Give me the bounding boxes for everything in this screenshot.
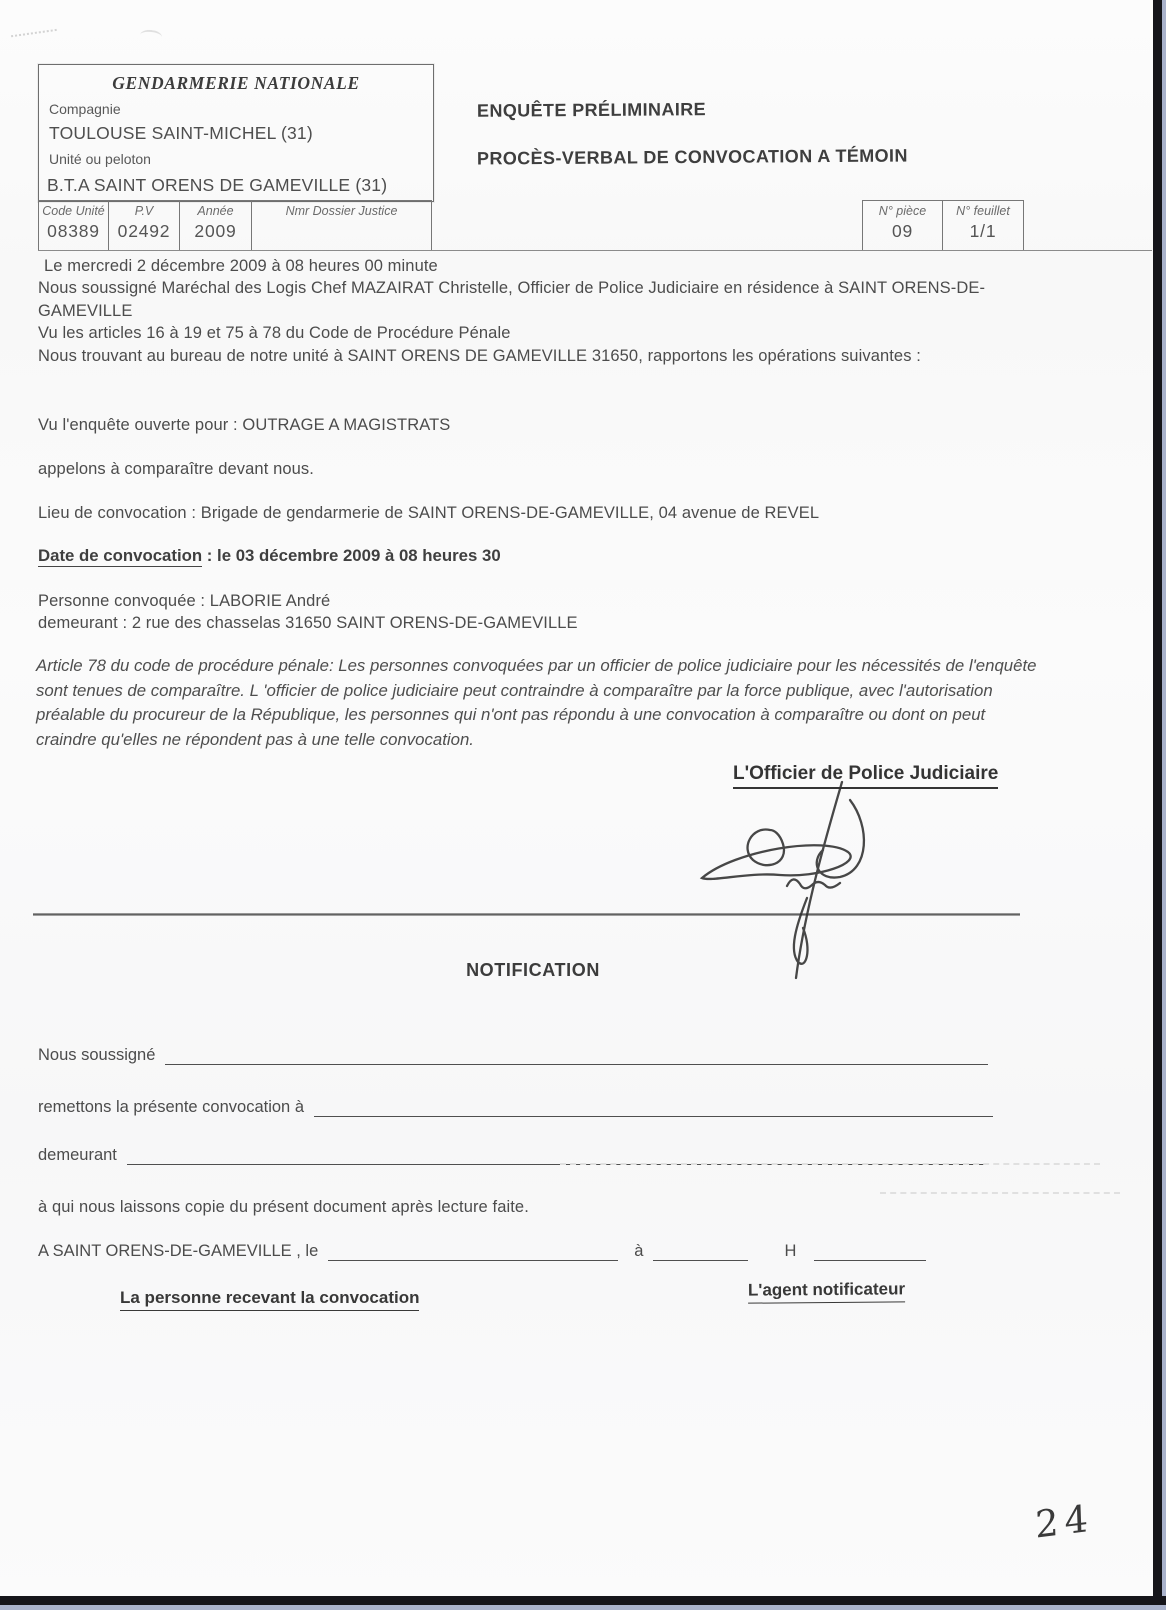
unite-label: Unité ou peloton xyxy=(49,151,151,167)
ref-label: Code Unité xyxy=(42,204,105,218)
remettons-label: remettons la présente convocation à xyxy=(38,1098,304,1116)
date-convocation-label: Date de convocation xyxy=(38,546,203,565)
scan-smudge xyxy=(139,29,162,43)
hour-blank-line xyxy=(653,1244,748,1262)
person-receiving-label: La personne recevant la convocation xyxy=(120,1288,419,1311)
scan-artifact-line xyxy=(880,1192,1120,1194)
date-blank-line xyxy=(328,1244,618,1262)
ref-value: 2009 xyxy=(194,221,237,241)
place-date-row xyxy=(38,1242,945,1261)
ref-cell-dossier-justice xyxy=(252,201,431,250)
ref-cell-code-unite xyxy=(39,201,109,250)
ref-label: P.V xyxy=(134,204,154,218)
officer-signature-heading: L'Officier de Police Judiciaire xyxy=(733,763,998,789)
personne-line: Personne convoquée : LABORIE André xyxy=(38,592,331,610)
datetime-line: Le mercredi 2 décembre 2009 à 08 heures 00 minute xyxy=(44,257,438,275)
scan-edge-bottom-outer xyxy=(0,1605,1166,1610)
scan-edge-right-outer xyxy=(1162,0,1166,1610)
articles-line: Vu les articles 16 à 19 et 75 à 78 du Code de Procédure Pénale xyxy=(38,324,511,342)
ref-cell-pv xyxy=(109,201,180,250)
ref-cell-annee xyxy=(180,201,252,250)
soussigne-label: Nous soussigné xyxy=(38,1046,156,1064)
enquete-line: Vu l'enquête ouverte pour : OUTRAGE A MAGISTRATS xyxy=(38,416,451,434)
scan-smudge xyxy=(11,29,59,53)
header-divider xyxy=(38,250,1152,251)
piece-label: N° pièce xyxy=(878,204,927,218)
date-convocation-line xyxy=(38,546,501,566)
minute-blank-line xyxy=(814,1244,926,1262)
ref-label: Année xyxy=(197,204,234,218)
ref-label: Nmr Dossier Justice xyxy=(285,204,398,218)
place-label: A SAINT ORENS-DE-GAMEVILLE , le xyxy=(38,1242,319,1260)
a-label: à xyxy=(634,1242,644,1260)
notification-title: NOTIFICATION xyxy=(466,960,600,980)
feuillet-value: 1/1 xyxy=(969,221,997,241)
ref-value: 02492 xyxy=(117,221,171,241)
soussigne-blank-line xyxy=(165,1048,988,1066)
copie-line: à qui nous laissons copie du présent document après lecture faite. xyxy=(38,1198,529,1216)
compagnie-label: Compagnie xyxy=(49,101,121,117)
feuillet-label: N° feuillet xyxy=(956,204,1010,218)
piece-table xyxy=(862,200,1024,251)
org-title: GENDARMERIE NATIONALE xyxy=(112,73,360,93)
officer-line: Nous soussigné Maréchal des Logis Chef MAZAIRAT Christelle, Officier de Police Judiciaire en résidence à SAINT ORENS-DE-GAMEVILLE xyxy=(38,279,986,320)
appelons-line: appelons à comparaître devant nous. xyxy=(38,460,314,478)
ref-value: 08389 xyxy=(47,221,100,241)
piece-value: 09 xyxy=(891,221,914,241)
soussigne-row xyxy=(38,1046,988,1065)
piece-cell xyxy=(863,201,943,250)
agent-notificateur-label: L'agent notificateur xyxy=(748,1279,905,1303)
bureau-line: Nous trouvant au bureau de notre unité à SAINT ORENS DE GAMEVILLE 31650, rapportons les opérations suivantes : xyxy=(38,347,921,365)
demeurant-line: demeurant : 2 rue des chasselas 31650 SAINT ORENS-DE-GAMEVILLE xyxy=(38,614,578,632)
org-info-box xyxy=(38,64,434,202)
handwritten-page-number: 24 xyxy=(1034,1496,1095,1547)
remettons-row xyxy=(38,1098,993,1117)
compagnie-value: TOULOUSE SAINT-MICHEL (31) xyxy=(49,123,313,143)
lieu-line: Lieu de convocation : Brigade de gendarmerie de SAINT ORENS-DE-GAMEVILLE, 04 avenue de REVEL xyxy=(38,504,820,522)
scan-artifact-line xyxy=(560,1163,1100,1165)
doc-title-proces-verbal: PROCÈS-VERBAL DE CONVOCATION A TÉMOIN xyxy=(476,145,908,169)
article78-paragraph: Article 78 du code de procédure pénale: Les personnes convoquées par un officier de police judiciaire pour les nécessités de l'enquête sont tenues de comparaître. L 'officier de police judiciaire peut contraindre à comparaître par la force publique, avec l'autorisation préalable du procureur de la République, les personnes qui n'ont pas répondu à une convocation à comparaître ou dont on peut craindre qu'elles ne répondent pas à une telle convocation. xyxy=(36,656,1037,749)
doc-title-enquete: ENQUÊTE PRÉLIMINAIRE xyxy=(476,99,707,121)
reference-table xyxy=(38,200,432,251)
scan-edge-bottom xyxy=(0,1596,1166,1605)
unite-value: B.T.A SAINT ORENS DE GAMEVILLE (31) xyxy=(47,175,388,195)
h-label: H xyxy=(784,1242,797,1260)
signature-scribble xyxy=(690,778,905,983)
demeurant-label: demeurant xyxy=(38,1146,117,1164)
date-convocation-value: : le 03 décembre 2009 à 08 heures 30 xyxy=(202,546,501,565)
scan-edge-right xyxy=(1153,0,1162,1610)
remettons-blank-line xyxy=(314,1100,993,1118)
feuillet-cell xyxy=(943,201,1023,250)
